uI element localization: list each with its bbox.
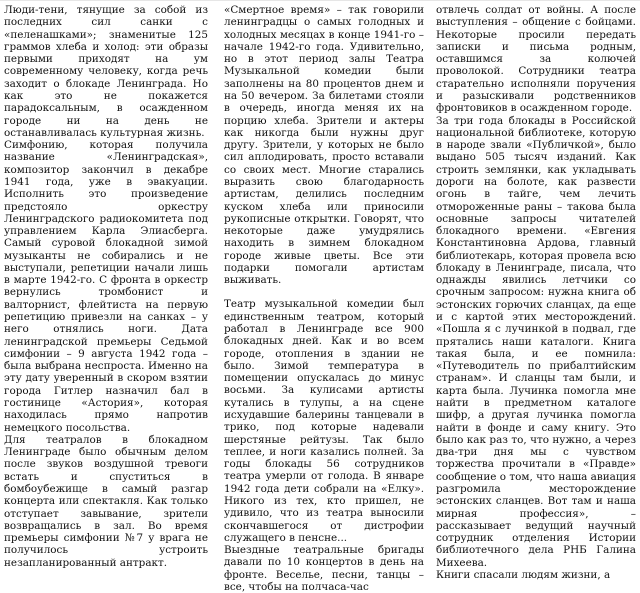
paragraph: Театр музыкальной комедии был единственным театром, который работал в Ленинграде все 900 блокадных дней. Как и во всем городе, отопления в здании не было. Зимой температура в помещении опускалась до минус восьми. За кулисами артисты кутались в тулупы, а на сцене исхудавшие балерины танцевали в трико, под которые надевали шерстяные рейтузы. Так было теплее, и ноги казались полней. За годы блокады 56 сотрудников театра умерли от голода. В январе 1942 года дети собрали на «Елку». Никого из тех, кто пришел, не удивило, что из театра выносили скончавшегося от дистрофии служащего в пенсне... [224, 298, 424, 544]
column-middle [224, 4, 424, 593]
top-divider [0, 0, 640, 1]
paragraph: «Смертное время» – так говорили ленинградцы о самых голодных и холодных месяцах в конце 1941-го – начале 1942-го года. Удивительно, но в этот период залы Театра Музыкальной комедии были заполнены на 80 процентов днем и на 50 вечером. За билетами стояли в очередь, иногда меняя их на порцию хлеба. Зрители и актеры как никогда были нужны друг другу. Зрители, у которых не было сил аплодировать, просто вставали со своих мест. Многие старались выразить свою благодарность артистам, делились последним куском хлеба или приносили рукописные открытки. Говорят, что некоторые даже умудрялись находить в зимнем блокадном городе живые цветы. Все эти подарки помогали артистам выживать. [224, 4, 424, 287]
paragraph: Люди-тени, тянущие за собой из последних сил санки с «пеленашками»; знаменитые 125 граммов хлеба и холод: эти образы первыми приходят на ум современному человеку, когда речь заходит о блокаде Ленинграда. Но как это не покажется парадоксальным, в осажденном городе ни на день не останавливалась культурная жизнь. [4, 4, 208, 139]
column-left [4, 4, 208, 569]
paragraph: За три года блокады в Российской национальной библиотеке, которую в народе звали «Публичкой», было выдано 505 тысяч изданий. Как строить землянки, как укладывать дороги на болоте, как развести огонь в тайге, чем лечить отмороженные раны – такова была основные запросы читателей блокадного времени. «Евгения Константиновна Ардова, главный библиотекарь, которая провела всю блокаду в Ленинграде, писала, что однажды явились летчики со срочным запросом: нужна книга об эстонских горючих сланцах, да еще и с картой этих месторождений. «Пошла я с лучинкой в подвал, где прятались наши каталоги. Книга такая была, и ее помнила: «Путеводитель по прибалтийским странам». И сланцы там были, и карта была. Лучинка помогла мне найти в предметном каталоге шифр, а другая лучинка помогла найти в фонде и саму книгу. Это было как раз то, что нужно, а через два-три дня мы с чувством торжества прочитали в «Правде» сообщение о том, что наша авиация разгромила месторождение эстонских сланцев. Вот там и наша мирная профессия», – рассказывает ведущий научный сотрудник отделения Истории библиотечного дела РНБ Галина Михеева. [436, 114, 636, 569]
paragraph: Для театралов в блокадном Ленинграде было обычным делом после звуков воздушной тревоги встать и спуститься в бомбоубежище в самый разгар концерта или спектакля. Как только отступает завывание, зрители возвращались в зал. Во время премьеры симфонии №7 у врага не получилось устроить незапланированный антракт. [4, 433, 208, 569]
paragraph: Книги спасали людям жизни, а [436, 568, 611, 581]
paragraph: отвлечь солдат от войны. А после выступления – общение с бойцами. Некоторые просили передать записки и письма родным, оставшимся за колючей проволокой. Сотрудники театра старательно исполняли поручения и разыскивали родственников фронтовиков в осажденном городе. [436, 4, 636, 115]
paragraph: Выездные театральные бригады давали по 10 концертов в день на фронте. Веселье, песни, танцы – все, чтобы на полчаса-час [224, 544, 424, 593]
column-right [436, 4, 636, 581]
paragraph: Симфонию, которая получила название «Ленинградская», композитор закончил в декабре 1941 года, уже в эвакуации. Исполнить это произведение предстояло оркестру Ленинградского радиокомитета под управлением Карла Элиасберга. Самый суровой блокадной зимой музыканты не собирались и не выступали, репетиции начали лишь в марте 1942-го. С фронта в оркестр вернулись тромбонист и валторнист, флейтиста на первую репетицию привезли на санках – у него отнялись ноги. Дата ленинградской премьеры Седьмой симфонии – 9 августа 1942 года – была выбрана неспроста. Именно на эту дату уверенный в скором взятии города Гитлер назначил бал в гостинице «Астория», которая находилась прямо напротив немецкого посольства. [4, 139, 208, 434]
